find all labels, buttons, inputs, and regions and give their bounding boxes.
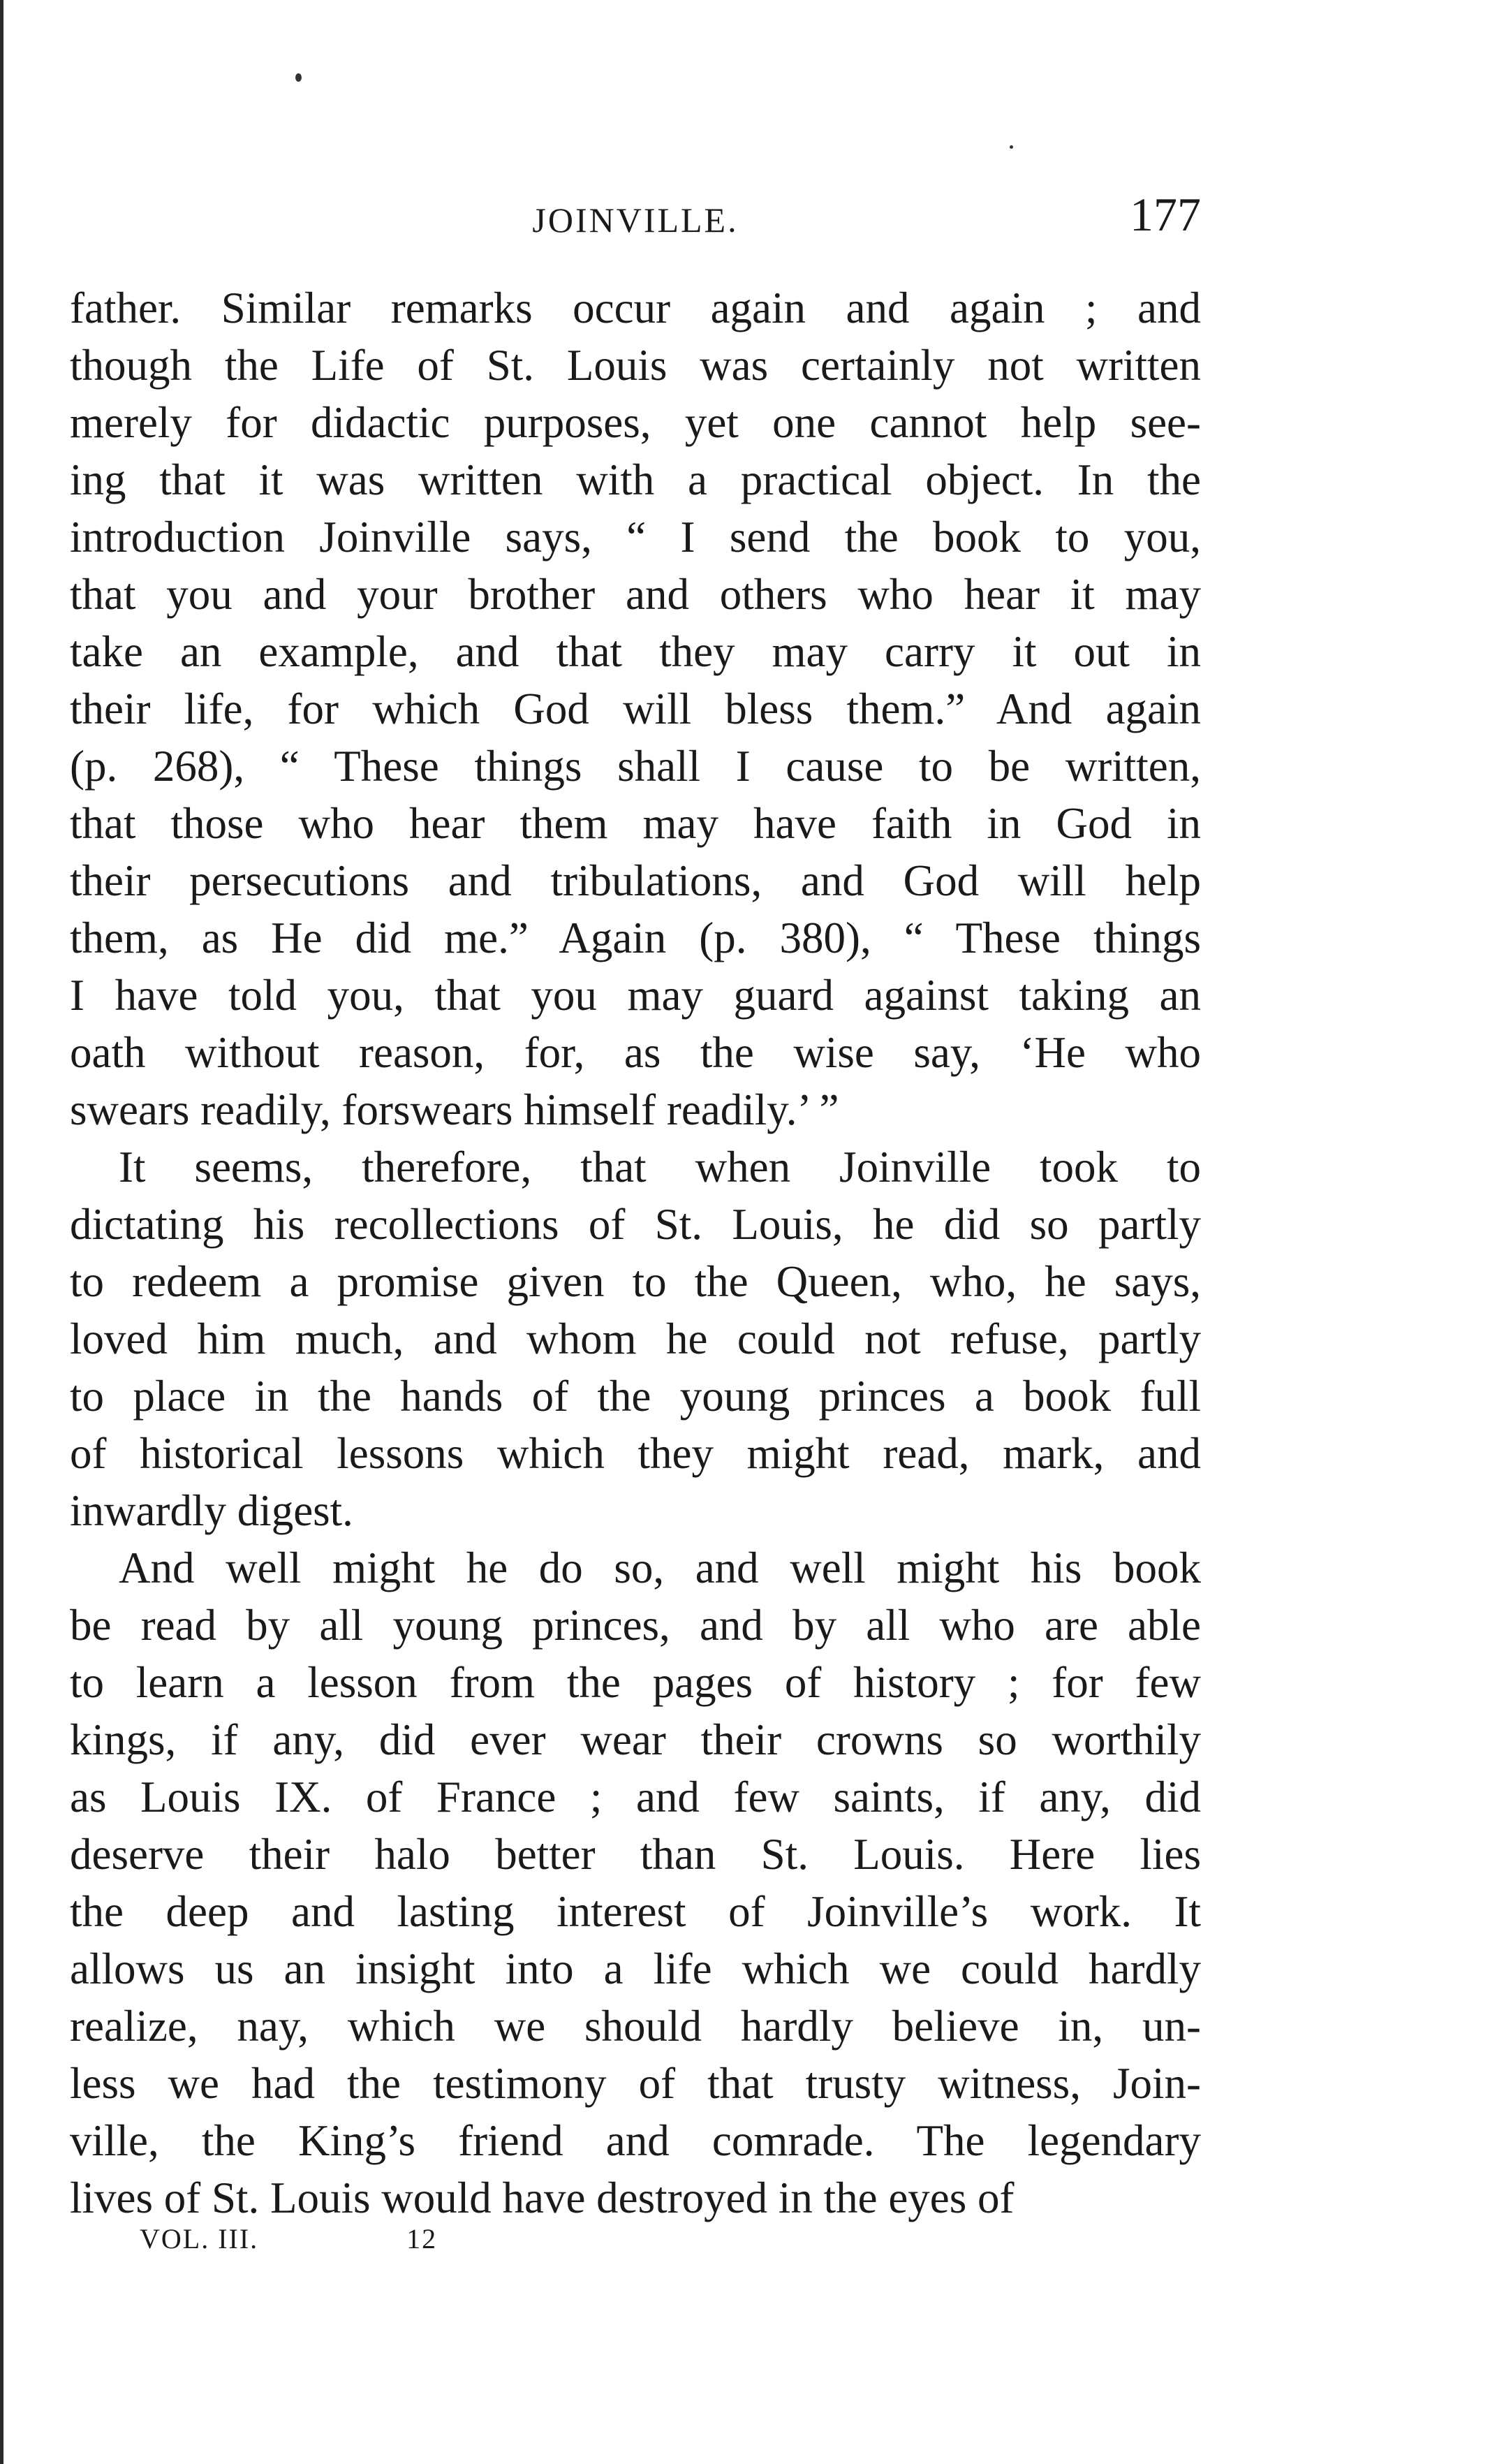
text-line: merely for didactic purposes, yet one cannot help see- <box>70 398 1201 447</box>
text-line: I have told you, that you may guard against taking an <box>70 971 1201 1020</box>
text-line: that you and your brother and others who hear it may <box>70 570 1201 619</box>
text-line: lives of St. Louis would have destroyed in the eyes of <box>70 2173 1015 2222</box>
text-line: allows us an insight into a life which we could hardly <box>70 1944 1201 1993</box>
volume-mark: VOL. III. <box>140 2223 259 2254</box>
page-header <box>70 187 1201 250</box>
signature-mark: 12 <box>406 2223 438 2254</box>
text-line: take an example, and that they may carry it out in <box>70 627 1201 676</box>
text-line: to redeem a promise given to the Queen, who, he says, <box>70 1257 1201 1306</box>
text-line: to place in the hands of the young princes a book full <box>70 1372 1201 1421</box>
text-line: inwardly digest. <box>70 1486 353 1535</box>
text-line: swears readily, forswears himself readily.’ ” <box>70 1085 839 1134</box>
text-line: ville, the King’s friend and comrade. The legendary <box>70 2116 1201 2165</box>
text-line: It seems, therefore, that when Joinville took to <box>119 1143 1201 1191</box>
paragraph <box>70 1539 1201 2227</box>
text-line: ing that it was written with a practical object. In the <box>70 455 1201 504</box>
text-line: though the Life of St. Louis was certainly not written <box>70 341 1201 390</box>
text-line: that those who hear them may have faith in God in <box>70 799 1201 848</box>
text-line: their life, for which God will bless them.” And again <box>70 684 1201 733</box>
text-line: oath without reason, for, as the wise say, ‘He who <box>70 1028 1201 1077</box>
text-line: their persecutions and tribulations, and God will help <box>70 856 1201 905</box>
text-line: deserve their halo better than St. Louis. Here lies <box>70 1830 1201 1879</box>
text-line: And well might he do so, and well might his book <box>119 1543 1201 1592</box>
text-line: of historical lessons which they might read, mark, and <box>70 1429 1201 1478</box>
text-line: realize, nay, which we should hardly believe in, un- <box>70 2002 1201 2051</box>
text-line: kings, if any, did ever wear their crowns so worthily <box>70 1715 1201 1764</box>
page-footer <box>140 2222 437 2255</box>
text-line: as Louis IX. of France ; and few saints, if any, did <box>70 1773 1201 1821</box>
text-line: less we had the testimony of that trusty witness, Join- <box>70 2059 1201 2108</box>
paragraph <box>70 1138 1201 1539</box>
text-line: loved him much, and whom he could not refuse, partly <box>70 1314 1201 1363</box>
page-number: 177 <box>1130 188 1201 241</box>
ink-speck <box>1010 145 1013 149</box>
text-line: introduction Joinville says, “ I send the book to you, <box>70 513 1201 562</box>
page-edge-rule <box>0 0 3 2464</box>
running-title: JOINVILLE. <box>532 200 739 240</box>
text-line: them, as He did me.” Again (p. 380), “ These things <box>70 914 1201 962</box>
ink-speck <box>295 73 302 82</box>
text-line: the deep and lasting interest of Joinville’s work. It <box>70 1887 1201 1936</box>
paragraph <box>70 279 1201 1138</box>
text-line: dictating his recollections of St. Louis, he did so partly <box>70 1200 1201 1249</box>
text-line: to learn a lesson from the pages of history ; for few <box>70 1658 1201 1707</box>
text-line: be read by all young princes, and by all who are able <box>70 1601 1201 1650</box>
body-text <box>70 279 1201 2227</box>
text-line: (p. 268), “ These things shall I cause to be written, <box>70 742 1201 791</box>
text-line: father. Similar remarks occur again and again ; and <box>70 284 1201 332</box>
